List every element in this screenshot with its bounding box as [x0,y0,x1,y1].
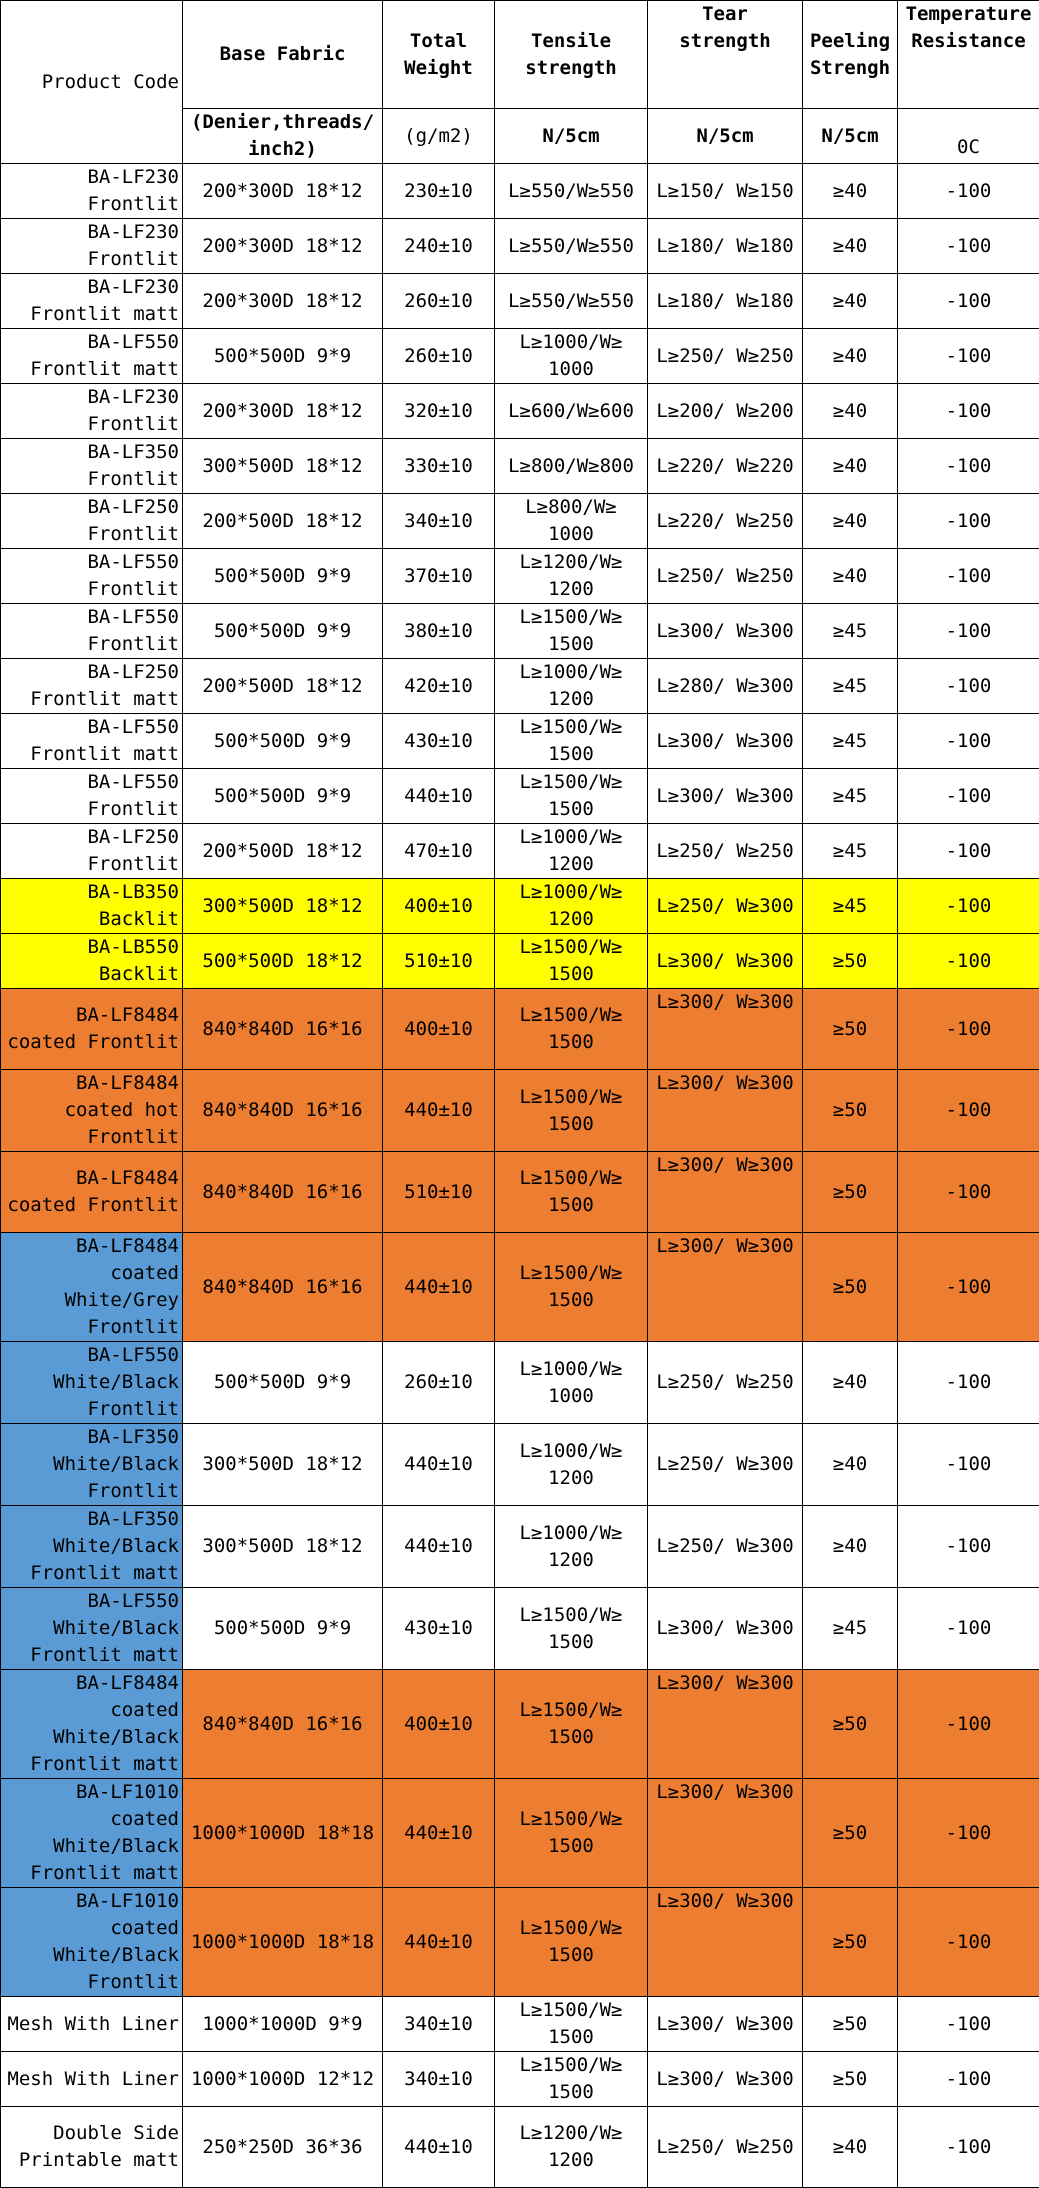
cell-total-weight: 260±10 [383,329,495,384]
cell-peeling: ≥50 [803,934,898,989]
cell-temperature: -100 [898,824,1039,879]
cell-temperature: -100 [898,2052,1039,2107]
cell-tear: L≥300/ W≥300 [648,934,803,989]
table-row [1,494,1039,549]
cell-temperature: -100 [898,1506,1039,1588]
cell-tensile: L≥1500/W≥ 1500 [495,1233,648,1342]
cell-tensile: L≥1000/W≥ 1200 [495,824,648,879]
cell-temperature: -100 [898,604,1039,659]
cell-base-fabric: 200*500D 18*12 [183,824,383,879]
cell-tear: L≥250/ W≥300 [648,1506,803,1588]
cell-tear: L≥300/ W≥300 [648,1070,803,1152]
cell-temperature: -100 [898,2107,1039,2188]
cell-base-fabric: 1000*1000D 18*18 [183,1779,383,1888]
cell-tear: L≥250/ W≥250 [648,1342,803,1424]
unit-temperature: 0C [898,109,1039,164]
cell-temperature: -100 [898,659,1039,714]
cell-base-fabric: 1000*1000D 18*18 [183,1888,383,1997]
cell-product-code: BA-LF350 Frontlit [1,439,183,494]
table-row [1,1779,1039,1888]
header-row [1,1,1039,109]
cell-peeling: ≥50 [803,1779,898,1888]
table-row [1,1997,1039,2052]
cell-tensile: L≥800/W≥ 1000 [495,494,648,549]
cell-base-fabric: 500*500D 9*9 [183,549,383,604]
cell-product-code: BA-LF230 Frontlit matt [1,274,183,329]
cell-product-code: BA-LF550 Frontlit matt [1,329,183,384]
unit-tensile: N/5cm [495,109,648,164]
cell-product-code: BA-LF550 White/Black Frontlit matt [1,1588,183,1670]
cell-peeling: ≥40 [803,219,898,274]
cell-total-weight: 340±10 [383,2052,495,2107]
cell-temperature: -100 [898,1152,1039,1233]
cell-product-code: BA-LB350 Backlit [1,879,183,934]
cell-tear: L≥250/ W≥250 [648,2107,803,2188]
cell-temperature: -100 [898,1342,1039,1424]
table-row [1,1342,1039,1424]
cell-base-fabric: 300*500D 18*12 [183,1506,383,1588]
cell-temperature: -100 [898,164,1039,219]
table-row [1,604,1039,659]
cell-tensile: L≥1500/W≥ 1500 [495,604,648,659]
cell-base-fabric: 500*500D 9*9 [183,1588,383,1670]
cell-tensile: L≥1500/W≥ 1500 [495,1888,648,1997]
cell-product-code: BA-LF8484 coated hot Frontlit [1,1070,183,1152]
cell-base-fabric: 200*300D 18*12 [183,384,383,439]
table-row [1,1506,1039,1588]
table-row [1,384,1039,439]
cell-tear: L≥300/ W≥300 [648,1997,803,2052]
cell-total-weight: 340±10 [383,494,495,549]
cell-peeling: ≥40 [803,164,898,219]
cell-tensile: L≥1500/W≥ 1500 [495,1588,648,1670]
cell-tear: L≥150/ W≥150 [648,164,803,219]
cell-tensile: L≥1200/W≥ 1200 [495,549,648,604]
header-peeling: Peeling Strengh [803,1,898,109]
cell-base-fabric: 500*500D 9*9 [183,714,383,769]
cell-product-code: BA-LF8484 coated White/Black Frontlit matt [1,1670,183,1779]
cell-product-code: BA-LF550 Frontlit matt [1,714,183,769]
cell-product-code: BA-LF250 Frontlit [1,824,183,879]
cell-tensile: L≥1500/W≥ 1500 [495,2052,648,2107]
cell-total-weight: 260±10 [383,274,495,329]
cell-base-fabric: 200*300D 18*12 [183,164,383,219]
cell-peeling: ≥50 [803,1670,898,1779]
table-row [1,1888,1039,1997]
cell-peeling: ≥50 [803,2052,898,2107]
cell-peeling: ≥45 [803,769,898,824]
cell-base-fabric: 500*500D 9*9 [183,1342,383,1424]
cell-product-code: Mesh With Liner [1,2052,183,2107]
cell-temperature: -100 [898,549,1039,604]
cell-temperature: -100 [898,329,1039,384]
header-tear: Tear strength [648,1,803,109]
cell-temperature: -100 [898,1670,1039,1779]
cell-peeling: ≥45 [803,879,898,934]
header-tensile: Tensile strength [495,1,648,109]
cell-product-code: BA-LF1010 coated White/Black Frontlit [1,1888,183,1997]
cell-tensile: L≥1000/W≥ 1200 [495,879,648,934]
cell-tear: L≥300/ W≥300 [648,1152,803,1233]
cell-peeling: ≥40 [803,384,898,439]
cell-temperature: -100 [898,384,1039,439]
cell-product-code: BA-LF350 White/Black Frontlit matt [1,1506,183,1588]
cell-total-weight: 440±10 [383,1424,495,1506]
cell-base-fabric: 840*840D 16*16 [183,1070,383,1152]
cell-temperature: -100 [898,1888,1039,1997]
cell-temperature: -100 [898,494,1039,549]
cell-temperature: -100 [898,1233,1039,1342]
cell-product-code: BA-LF550 Frontlit [1,769,183,824]
header-product-code: Product Code [1,1,183,164]
cell-peeling: ≥40 [803,549,898,604]
cell-total-weight: 440±10 [383,2107,495,2188]
cell-product-code: BA-LF230 Frontlit [1,384,183,439]
cell-tear: L≥250/ W≥250 [648,549,803,604]
cell-product-code: BA-LF8484 coated White/Grey Frontlit [1,1233,183,1342]
cell-total-weight: 320±10 [383,384,495,439]
table-row [1,1070,1039,1152]
cell-product-code: BA-LF230 Frontlit [1,219,183,274]
header-temperature: Temperature Resistance [898,1,1039,109]
table-row [1,1670,1039,1779]
cell-product-code: BA-LF1010 coated White/Black Frontlit matt [1,1779,183,1888]
cell-tensile: L≥1500/W≥ 1500 [495,1997,648,2052]
cell-peeling: ≥40 [803,2107,898,2188]
cell-product-code: BA-LB550 Backlit [1,934,183,989]
table-row [1,1588,1039,1670]
cell-total-weight: 240±10 [383,219,495,274]
table-row [1,1233,1039,1342]
table-row [1,1424,1039,1506]
cell-total-weight: 440±10 [383,1779,495,1888]
cell-peeling: ≥50 [803,1888,898,1997]
cell-temperature: -100 [898,1997,1039,2052]
cell-peeling: ≥50 [803,1233,898,1342]
unit-base-fabric: (Denier,threads/ inch2) [183,109,383,164]
cell-product-code: BA-LF8484 coated Frontlit [1,1152,183,1233]
cell-total-weight: 400±10 [383,989,495,1070]
cell-temperature: -100 [898,769,1039,824]
cell-peeling: ≥40 [803,494,898,549]
cell-tensile: L≥1000/W≥ 1200 [495,1506,648,1588]
cell-base-fabric: 200*500D 18*12 [183,494,383,549]
cell-total-weight: 400±10 [383,879,495,934]
cell-temperature: -100 [898,219,1039,274]
cell-tensile: L≥600/W≥600 [495,384,648,439]
cell-tensile: L≥1000/W≥ 1000 [495,1342,648,1424]
cell-base-fabric: 300*500D 18*12 [183,879,383,934]
cell-total-weight: 260±10 [383,1342,495,1424]
cell-base-fabric: 1000*1000D 9*9 [183,1997,383,2052]
table-row [1,549,1039,604]
cell-tear: L≥200/ W≥200 [648,384,803,439]
cell-tear: L≥280/ W≥300 [648,659,803,714]
cell-peeling: ≥40 [803,274,898,329]
table-row [1,659,1039,714]
table-row [1,934,1039,989]
cell-product-code: BA-LF550 Frontlit [1,549,183,604]
cell-tear: L≥180/ W≥180 [648,274,803,329]
cell-product-code: BA-LF550 White/Black Frontlit [1,1342,183,1424]
table-row [1,164,1039,219]
table-row [1,879,1039,934]
cell-total-weight: 430±10 [383,714,495,769]
cell-tear: L≥300/ W≥300 [648,714,803,769]
cell-peeling: ≥40 [803,329,898,384]
cell-peeling: ≥50 [803,1070,898,1152]
cell-total-weight: 440±10 [383,1070,495,1152]
cell-temperature: -100 [898,1779,1039,1888]
cell-tensile: L≥1500/W≥ 1500 [495,714,648,769]
cell-tensile: L≥1000/W≥ 1200 [495,1424,648,1506]
cell-tear: L≥180/ W≥180 [648,219,803,274]
cell-total-weight: 440±10 [383,1233,495,1342]
cell-base-fabric: 840*840D 16*16 [183,1233,383,1342]
cell-temperature: -100 [898,274,1039,329]
cell-peeling: ≥50 [803,1997,898,2052]
cell-tensile: L≥1500/W≥ 1500 [495,1070,648,1152]
table-row [1,989,1039,1070]
cell-total-weight: 430±10 [383,1588,495,1670]
cell-base-fabric: 300*500D 18*12 [183,439,383,494]
cell-tear: L≥300/ W≥300 [648,1588,803,1670]
cell-tear: L≥250/ W≥300 [648,879,803,934]
cell-tear: L≥220/ W≥220 [648,439,803,494]
cell-temperature: -100 [898,989,1039,1070]
cell-tensile: L≥1500/W≥ 1500 [495,1779,648,1888]
cell-tear: L≥300/ W≥300 [648,1670,803,1779]
table-row [1,219,1039,274]
cell-peeling: ≥40 [803,1424,898,1506]
unit-total-weight: (g/m2) [383,109,495,164]
cell-total-weight: 510±10 [383,1152,495,1233]
table-row [1,1152,1039,1233]
cell-product-code: Double Side Printable matt [1,2107,183,2188]
cell-tear: L≥300/ W≥300 [648,1233,803,1342]
cell-peeling: ≥50 [803,989,898,1070]
cell-product-code: BA-LF8484 coated Frontlit [1,989,183,1070]
cell-tear: L≥250/ W≥250 [648,824,803,879]
cell-tensile: L≥1000/W≥ 1000 [495,329,648,384]
cell-tensile: L≥1500/W≥ 1500 [495,1670,648,1779]
cell-peeling: ≥45 [803,604,898,659]
unit-tear: N/5cm [648,109,803,164]
cell-tensile: L≥1500/W≥ 1500 [495,769,648,824]
cell-tensile: L≥550/W≥550 [495,164,648,219]
cell-peeling: ≥40 [803,1506,898,1588]
cell-tear: L≥300/ W≥300 [648,2052,803,2107]
cell-total-weight: 510±10 [383,934,495,989]
cell-base-fabric: 500*500D 9*9 [183,604,383,659]
header-total-weight: Total Weight [383,1,495,109]
table-row [1,769,1039,824]
cell-total-weight: 440±10 [383,1888,495,1997]
cell-tear: L≥300/ W≥300 [648,989,803,1070]
cell-tensile: L≥1500/W≥ 1500 [495,1152,648,1233]
table-row [1,2052,1039,2107]
cell-tensile: L≥550/W≥550 [495,219,648,274]
cell-base-fabric: 250*250D 36*36 [183,2107,383,2188]
cell-base-fabric: 200*500D 18*12 [183,659,383,714]
cell-total-weight: 330±10 [383,439,495,494]
cell-total-weight: 370±10 [383,549,495,604]
table-row [1,439,1039,494]
cell-temperature: -100 [898,934,1039,989]
cell-base-fabric: 840*840D 16*16 [183,1670,383,1779]
cell-temperature: -100 [898,1588,1039,1670]
cell-tensile: L≥1500/W≥ 1500 [495,934,648,989]
cell-peeling: ≥45 [803,824,898,879]
cell-tensile: L≥1200/W≥ 1200 [495,2107,648,2188]
cell-tear: L≥250/ W≥250 [648,329,803,384]
cell-base-fabric: 840*840D 16*16 [183,989,383,1070]
cell-tear: L≥300/ W≥300 [648,604,803,659]
cell-tear: L≥220/ W≥250 [648,494,803,549]
cell-base-fabric: 200*300D 18*12 [183,219,383,274]
table-row [1,824,1039,879]
cell-tear: L≥250/ W≥300 [648,1424,803,1506]
cell-product-code: BA-LF350 White/Black Frontlit [1,1424,183,1506]
cell-base-fabric: 500*500D 18*12 [183,934,383,989]
cell-temperature: -100 [898,1424,1039,1506]
cell-total-weight: 470±10 [383,824,495,879]
cell-peeling: ≥40 [803,439,898,494]
cell-total-weight: 380±10 [383,604,495,659]
cell-total-weight: 440±10 [383,1506,495,1588]
cell-tear: L≥300/ W≥300 [648,1888,803,1997]
cell-product-code: BA-LF550 Frontlit [1,604,183,659]
table-row [1,714,1039,769]
table-row [1,329,1039,384]
cell-peeling: ≥45 [803,714,898,769]
cell-base-fabric: 840*840D 16*16 [183,1152,383,1233]
cell-tensile: L≥800/W≥800 [495,439,648,494]
cell-peeling: ≥50 [803,1152,898,1233]
cell-product-code: Mesh With Liner [1,1997,183,2052]
cell-base-fabric: 200*300D 18*12 [183,274,383,329]
cell-peeling: ≥45 [803,1588,898,1670]
cell-base-fabric: 500*500D 9*9 [183,769,383,824]
cell-tear: L≥300/ W≥300 [648,769,803,824]
cell-product-code: BA-LF250 Frontlit [1,494,183,549]
table-row [1,274,1039,329]
table-row [1,2107,1039,2188]
cell-total-weight: 230±10 [383,164,495,219]
unit-peeling: N/5cm [803,109,898,164]
cell-peeling: ≥40 [803,1342,898,1424]
cell-temperature: -100 [898,714,1039,769]
header-base-fabric: Base Fabric [183,1,383,109]
cell-product-code: BA-LF250 Frontlit matt [1,659,183,714]
cell-base-fabric: 300*500D 18*12 [183,1424,383,1506]
cell-temperature: -100 [898,879,1039,934]
cell-base-fabric: 1000*1000D 12*12 [183,2052,383,2107]
cell-total-weight: 400±10 [383,1670,495,1779]
cell-total-weight: 420±10 [383,659,495,714]
cell-base-fabric: 500*500D 9*9 [183,329,383,384]
cell-total-weight: 440±10 [383,769,495,824]
cell-temperature: -100 [898,439,1039,494]
cell-total-weight: 340±10 [383,1997,495,2052]
cell-tensile: L≥1000/W≥ 1200 [495,659,648,714]
cell-peeling: ≥45 [803,659,898,714]
cell-product-code: BA-LF230 Frontlit [1,164,183,219]
cell-tensile: L≥1500/W≥ 1500 [495,989,648,1070]
cell-tensile: L≥550/W≥550 [495,274,648,329]
cell-tear: L≥300/ W≥300 [648,1779,803,1888]
cell-temperature: -100 [898,1070,1039,1152]
